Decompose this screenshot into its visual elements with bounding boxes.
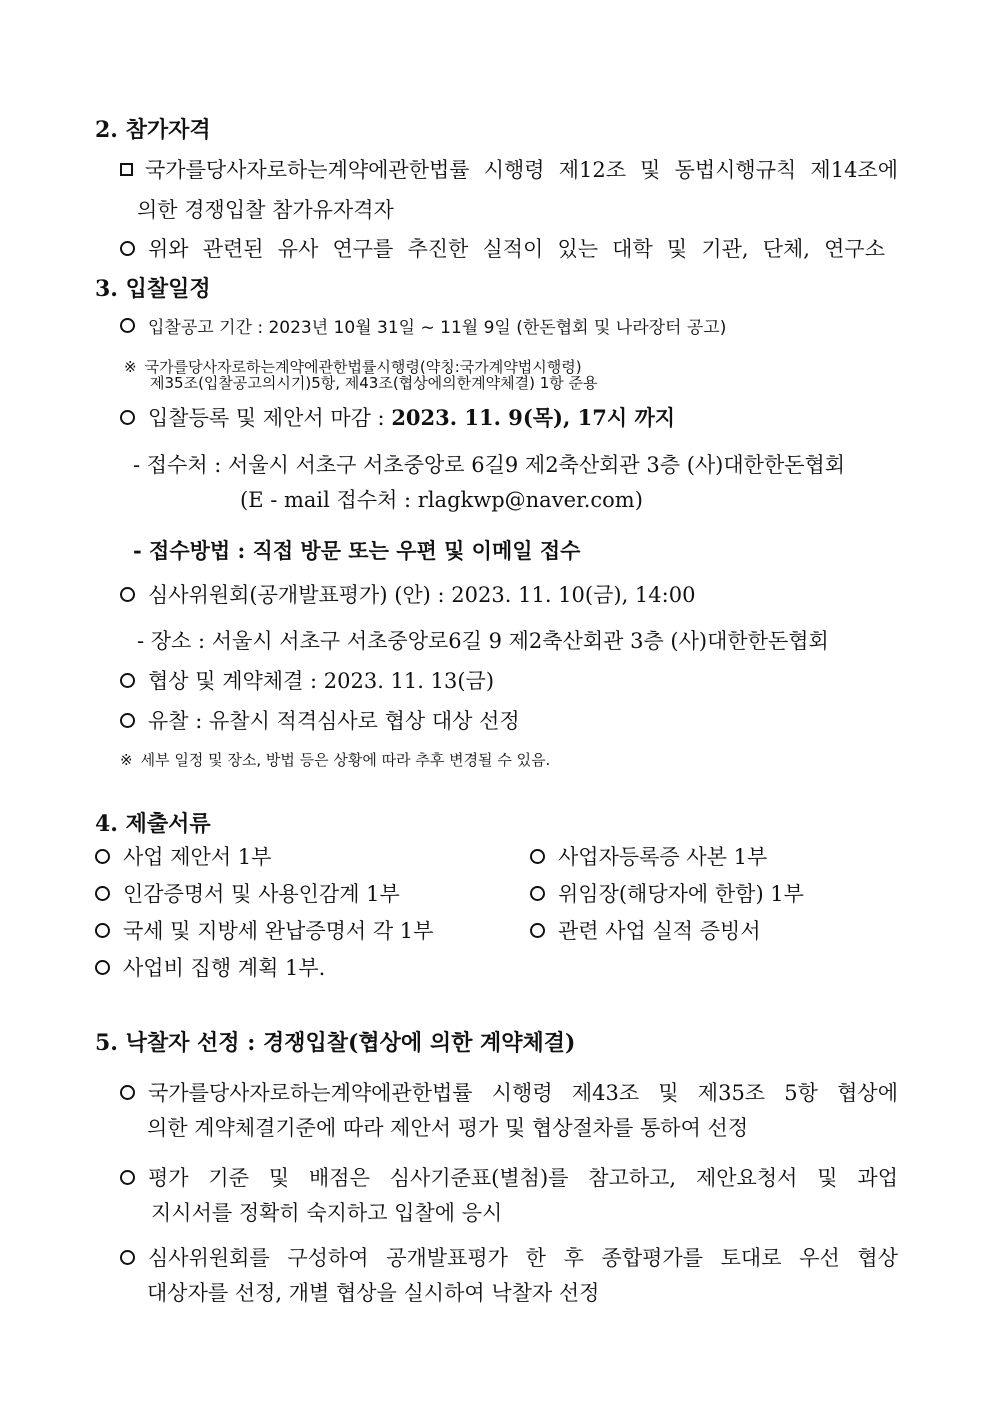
circle-bullet-icon bbox=[530, 849, 545, 864]
negotiation: 협상 및 계약체결 : 2023. 11. 13(금) bbox=[120, 667, 494, 695]
reception-email: (E - mail 접수처 : rlagkwp@naver.com) bbox=[240, 488, 643, 512]
circle-bullet-icon bbox=[120, 1170, 135, 1185]
qualification-item-2: 위와 관련된 유사 연구를 추진한 실적이 있는 대학 및 기관, 단체, 연구소 bbox=[120, 235, 885, 263]
notice-period: 입찰공고 기간 : 2023년 10월 31일 ∼ 11월 9일 (한돈협회 및 나라장터 공고) bbox=[120, 318, 726, 338]
reception-method: - 접수방법 : 직접 방문 또는 우편 및 이메일 접수 bbox=[133, 538, 581, 563]
circle-bullet-icon bbox=[530, 923, 545, 938]
doc-item: 인감증명서 및 사용인감계 1부 bbox=[95, 880, 400, 908]
doc-item: 관련 사업 실적 증빙서 bbox=[530, 917, 761, 945]
doc-item: 사업 제안서 1부 bbox=[95, 843, 271, 871]
section-2-title: 2. 참가자격 bbox=[95, 117, 211, 143]
selection-item-3: 심사위원회를 구성하여 공개발표평가 한 후 종합평가를 토대로 우선 협상 bbox=[120, 1244, 898, 1272]
doc-item: 위임장(해당자에 한함) 1부 bbox=[530, 880, 804, 908]
selection-item-2: 평가 기준 및 배점은 심사기준표(별첨)를 참고하고, 제안요청서 및 과업 bbox=[120, 1164, 898, 1192]
circle-bullet-icon bbox=[95, 886, 110, 901]
section-3-title: 3. 입찰일정 bbox=[95, 276, 211, 302]
deadline-value: 2023. 11. 9(목), 17시 까지 bbox=[391, 405, 676, 430]
change-note: ※ 세부 일정 및 장소, 방법 등은 상황에 따라 추후 변경될 수 있음. bbox=[120, 751, 551, 769]
doc-item: 사업자등록증 사본 1부 bbox=[530, 843, 767, 871]
doc-item: 사업비 집행 계획 1부. bbox=[95, 954, 325, 982]
circle-bullet-icon bbox=[95, 960, 110, 975]
circle-bullet-icon bbox=[120, 713, 135, 728]
circle-bullet-icon bbox=[120, 410, 135, 425]
circle-bullet-icon bbox=[120, 1085, 135, 1100]
section-4-title: 4. 제출서류 bbox=[95, 811, 211, 837]
review-place: - 장소 : 서울시 서초구 서초중앙로6길 9 제2축산회관 3층 (사)대한한돈협회 bbox=[137, 629, 829, 653]
qualification-item-1-cont: 의한 경쟁입찰 참가유자격자 bbox=[137, 198, 394, 222]
selection-item-1-cont: 의한 계약체결기준에 따라 제안서 평가 및 협상절차를 통하여 선정 bbox=[147, 1116, 749, 1140]
deadline: 입찰등록 및 제안서 마감 : 2023. 11. 9(목), 17시 까지 bbox=[120, 404, 675, 432]
section-5-title: 5. 낙찰자 선정 : 경쟁입찰(협상에 의한 계약체결) bbox=[95, 1030, 576, 1056]
selection-item-1: 국가를당사자로하는계약에관한법률 시행령 제43조 및 제35조 5항 협상에 bbox=[120, 1079, 898, 1107]
selection-item-3-cont: 대상자를 선정, 개별 협상을 실시하여 낙찰자 선정 bbox=[147, 1281, 600, 1305]
circle-bullet-icon bbox=[95, 923, 110, 938]
circle-bullet-icon bbox=[120, 1250, 135, 1265]
selection-item-2-cont: 지시서를 정확히 숙지하고 입찰에 응시 bbox=[151, 1201, 503, 1225]
qualification-item-1: 국가를당사자로하는계약에관한법률 시행령 제12조 및 동법시행규칙 제14조에 bbox=[120, 156, 898, 184]
circle-bullet-icon bbox=[95, 849, 110, 864]
law-note: ※ 국가를당사자로하는계약에관한법률시행령(약칭:국가계약법시행령) bbox=[124, 358, 582, 376]
circle-bullet-icon bbox=[120, 241, 135, 256]
review-meeting: 심사위원회(공개발표평가) (안) : 2023. 11. 10(금), 14:00 bbox=[120, 581, 695, 609]
doc-item: 국세 및 지방세 완납증명서 각 1부 bbox=[95, 917, 433, 945]
law-note-cont: 제35조(입찰공고의시기)5항, 제43조(협상에의한계약체결) 1항 준용 bbox=[150, 374, 598, 392]
circle-bullet-icon bbox=[530, 886, 545, 901]
failed-bid: 유찰 : 유찰시 적격심사로 협상 대상 선정 bbox=[120, 707, 520, 735]
square-bullet-icon bbox=[120, 163, 133, 176]
circle-bullet-icon bbox=[120, 318, 135, 333]
circle-bullet-icon bbox=[120, 587, 135, 602]
circle-bullet-icon bbox=[120, 673, 135, 688]
reception-place: - 접수처 : 서울시 서초구 서초중앙로 6길9 제2축산회관 3층 (사)대한한돈협회 bbox=[133, 453, 846, 477]
